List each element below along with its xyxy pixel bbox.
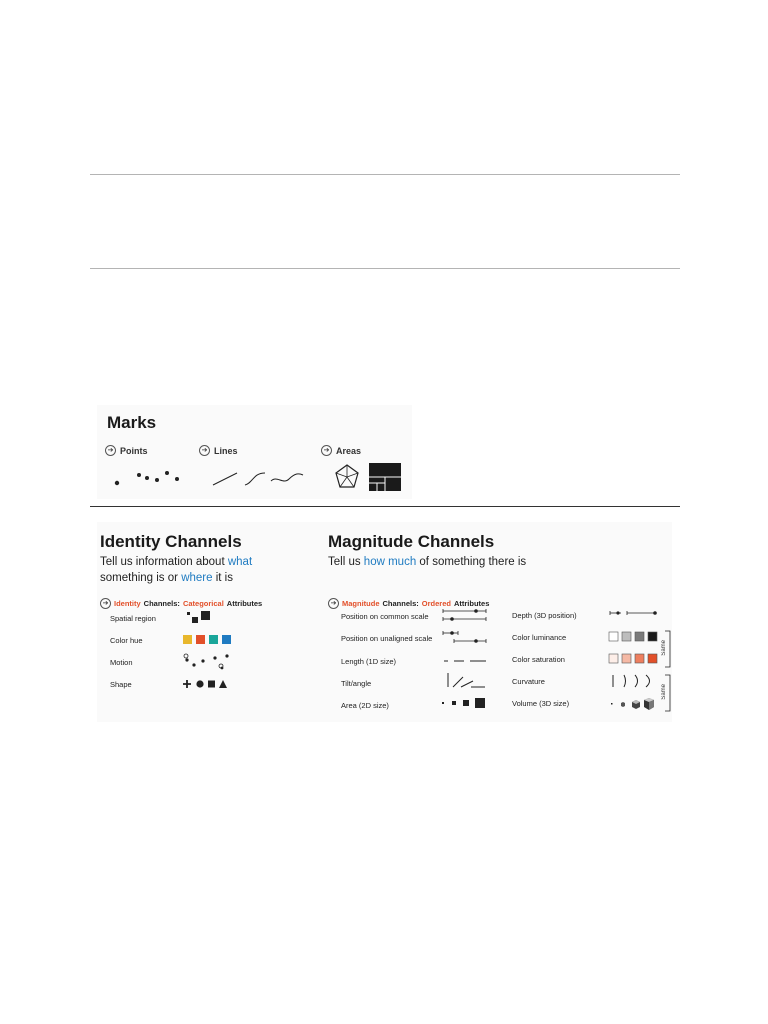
lines-glyph: [211, 469, 307, 489]
position-common-label: Position on common scale: [341, 612, 429, 621]
area-2d-label: Area (2D size): [341, 701, 389, 710]
marks-lines-label: ➔ Lines: [199, 445, 238, 456]
shape-label: Shape: [110, 680, 132, 689]
arrow-circle-icon: ➔: [321, 445, 332, 456]
saturation-swatch-1: [609, 654, 618, 663]
identity-section-header: ➔ Identity Channels: Categorical Attributes: [100, 598, 262, 609]
spatial-region-glyph: [187, 610, 217, 626]
identity-subtitle: Tell us information about what something is or where it is: [100, 556, 253, 584]
areas-glyph: [333, 463, 405, 493]
volume-3d-glyph: [611, 697, 657, 711]
arrow-circle-icon: ➔: [199, 445, 210, 456]
same-label-bottom: Same: [661, 684, 667, 700]
luminance-swatch-3: [635, 632, 644, 641]
spatial-region-label: Spatial region: [110, 614, 156, 623]
curvature-label: Curvature: [512, 677, 545, 686]
luminance-swatch-1: [609, 632, 618, 641]
luminance-swatch-4: [648, 632, 657, 641]
same-label-top: Same: [661, 640, 667, 656]
magnitude-title: Magnitude Channels: [328, 532, 495, 551]
depth-label: Depth (3D position): [512, 611, 577, 620]
hue-swatch-4: [222, 635, 231, 644]
color-luminance-label: Color luminance: [512, 633, 567, 642]
color-saturation-label: Color saturation: [512, 655, 565, 664]
hue-swatch-1: [183, 635, 192, 644]
magnitude-section-header: ➔ Magnitude Channels: Ordered Attributes: [328, 598, 489, 609]
arrow-circle-icon: ➔: [100, 598, 111, 609]
marks-points-label: ➔ Points: [105, 445, 148, 456]
hue-swatch-3: [209, 635, 218, 644]
channels-panel: [97, 522, 672, 722]
marks-title: Marks: [107, 413, 157, 432]
color-hue-swatches: [183, 634, 233, 646]
saturation-swatch-3: [635, 654, 644, 663]
identity-title: Identity Channels: [100, 532, 242, 551]
saturation-swatch-4: [648, 654, 657, 663]
top-divider: [90, 174, 680, 175]
magnitude-subtitle: Tell us how much of something there is: [328, 556, 527, 568]
luminance-swatch-2: [622, 632, 631, 641]
curvature-glyph: [611, 674, 655, 688]
arrow-circle-icon: ➔: [328, 598, 339, 609]
arrow-circle-icon: ➔: [105, 445, 116, 456]
color-luminance-swatches: [609, 631, 659, 643]
marks-panel: [97, 405, 412, 499]
saturation-swatch-2: [622, 654, 631, 663]
color-saturation-swatches: [609, 653, 659, 665]
position-unaligned-glyph: [442, 630, 488, 644]
hue-swatch-2: [196, 635, 205, 644]
color-hue-label: Color hue: [110, 636, 143, 645]
motion-glyph: [183, 652, 233, 672]
points-glyph: [111, 467, 181, 489]
tilt-angle-glyph: [447, 672, 487, 688]
position-common-glyph: [442, 608, 488, 622]
middle-divider: [90, 268, 680, 269]
shape-glyph: [183, 679, 233, 691]
length-label: Length (1D size): [341, 657, 397, 666]
marks-areas-label: ➔ Areas: [321, 445, 361, 456]
length-glyph: [444, 659, 488, 663]
area-2d-glyph: [442, 697, 488, 709]
channels-divider: [90, 506, 680, 507]
tilt-angle-label: Tilt/angle: [341, 679, 372, 688]
volume-3d-label: Volume (3D size): [512, 699, 570, 708]
motion-label: Motion: [110, 658, 133, 667]
depth-glyph: [609, 609, 659, 617]
position-unaligned-label: Position on unaligned scale: [341, 634, 433, 643]
